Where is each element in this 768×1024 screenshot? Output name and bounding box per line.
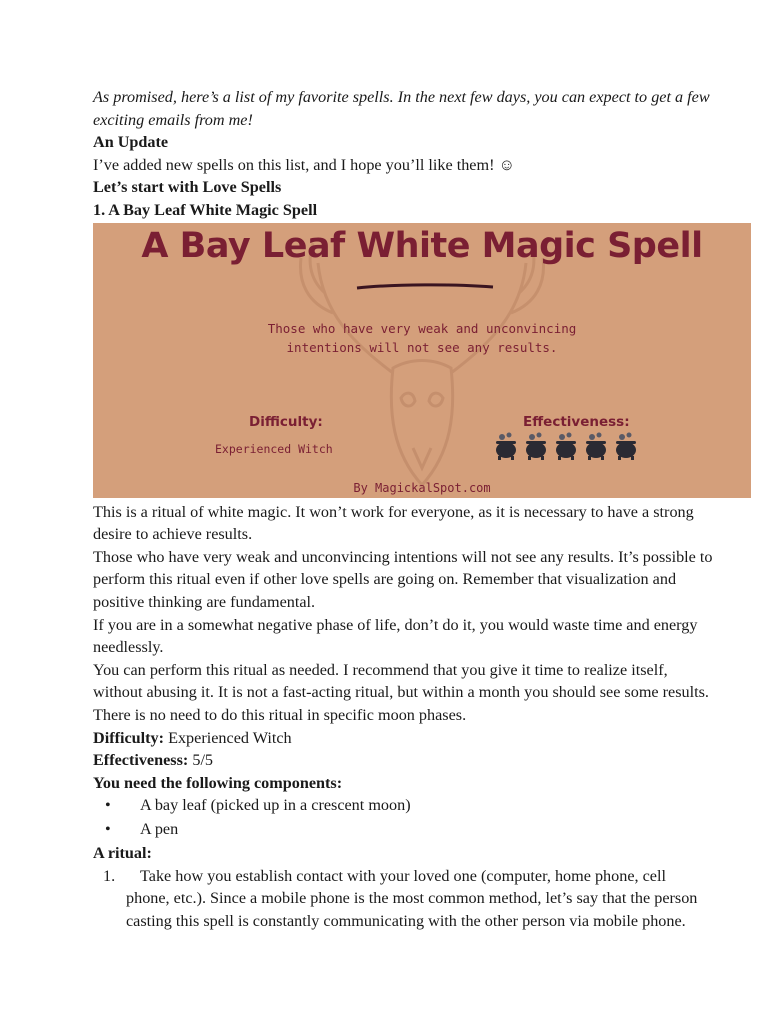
body-paragraph: This is a ritual of white magic. It won’t work for everyone, as it is necessary to have a strong desire to achieve results. (93, 502, 694, 544)
effectiveness-label: Effectiveness: (93, 751, 189, 770)
effectiveness-value: 5/5 (192, 751, 214, 770)
body-paragraph: If you are in a somewhat negative phase of life, don’t do it, you would waste time and energy needlessly. (93, 615, 698, 657)
banner-difficulty-value: Experienced Witch (215, 441, 333, 456)
bullet-icon: • (105, 796, 111, 815)
body-paragraphs (93, 501, 713, 727)
components-heading: You need the following components: (93, 773, 343, 792)
ritual-steps-list (93, 865, 713, 933)
list-item (93, 818, 713, 842)
banner-quote-line-2: intentions will not see any results. (286, 339, 558, 355)
list-item (93, 794, 713, 818)
cauldron-icon (523, 431, 549, 461)
spell-heading: 1. A Bay Leaf White Magic Spell (93, 200, 318, 219)
bullet-icon: • (105, 820, 111, 839)
step-text: Take how you establish contact with your loved one (computer, home phone, cell phone, etc.). Since a mobile phone is the most common method, let’s say that the person casting this spell is constantly communicating with the other person via mobile phone. (126, 866, 698, 931)
body-paragraph: Those who have very weak and unconvincing intentions will not see any results. It’s possible to perform this ritual even if other love spells are going on. Remember that visualization and positive thinking are fundamental. (93, 547, 713, 611)
section-heading: Let’s start with Love Spells (93, 178, 282, 197)
cauldron-icon (493, 431, 519, 461)
cauldron-icon (583, 431, 609, 461)
banner-divider (355, 282, 495, 292)
update-heading: An Update (93, 133, 169, 152)
banner-credit: By MagickalSpot.com (353, 480, 491, 495)
components-list (93, 794, 713, 842)
spell-banner-image (93, 223, 751, 498)
component-text: A pen (140, 820, 179, 839)
difficulty-line (93, 727, 713, 750)
banner-title: A Bay Leaf White Magic Spell (141, 225, 703, 266)
list-item (93, 865, 713, 933)
ritual-heading: A ritual: (93, 844, 152, 863)
cauldron-icon (553, 431, 579, 461)
body-paragraph: There is no need to do this ritual in specific moon phases. (93, 705, 467, 724)
document-page (93, 86, 713, 933)
banner-effectiveness-label: Effectiveness: (523, 413, 630, 430)
component-text: A bay leaf (picked up in a crescent moon) (140, 796, 411, 815)
intro-paragraph: As promised, here’s a list of my favorite spells. In the next few days, you can expect to get a few exciting emails from me! (93, 88, 710, 129)
step-number: 1. (103, 866, 116, 885)
update-paragraph: I’ve added new spells on this list, and I hope you’ll like them! ☺ (93, 155, 516, 174)
effectiveness-line (93, 749, 713, 772)
difficulty-value: Experienced Witch (168, 728, 292, 747)
banner-quote-line-1: Those who have very weak and unconvincing (267, 320, 577, 336)
difficulty-label: Difficulty: (93, 728, 165, 747)
cauldron-icon (613, 431, 639, 461)
banner-quote (93, 319, 751, 357)
banner-difficulty-label: Difficulty: (249, 413, 323, 430)
effectiveness-rating (493, 431, 639, 461)
body-paragraph: You can perform this ritual as needed. I recommend that you give it time to realize itself, without abusing it. It is not a fast-acting ritual, but within a month you should see some results. (93, 660, 709, 702)
